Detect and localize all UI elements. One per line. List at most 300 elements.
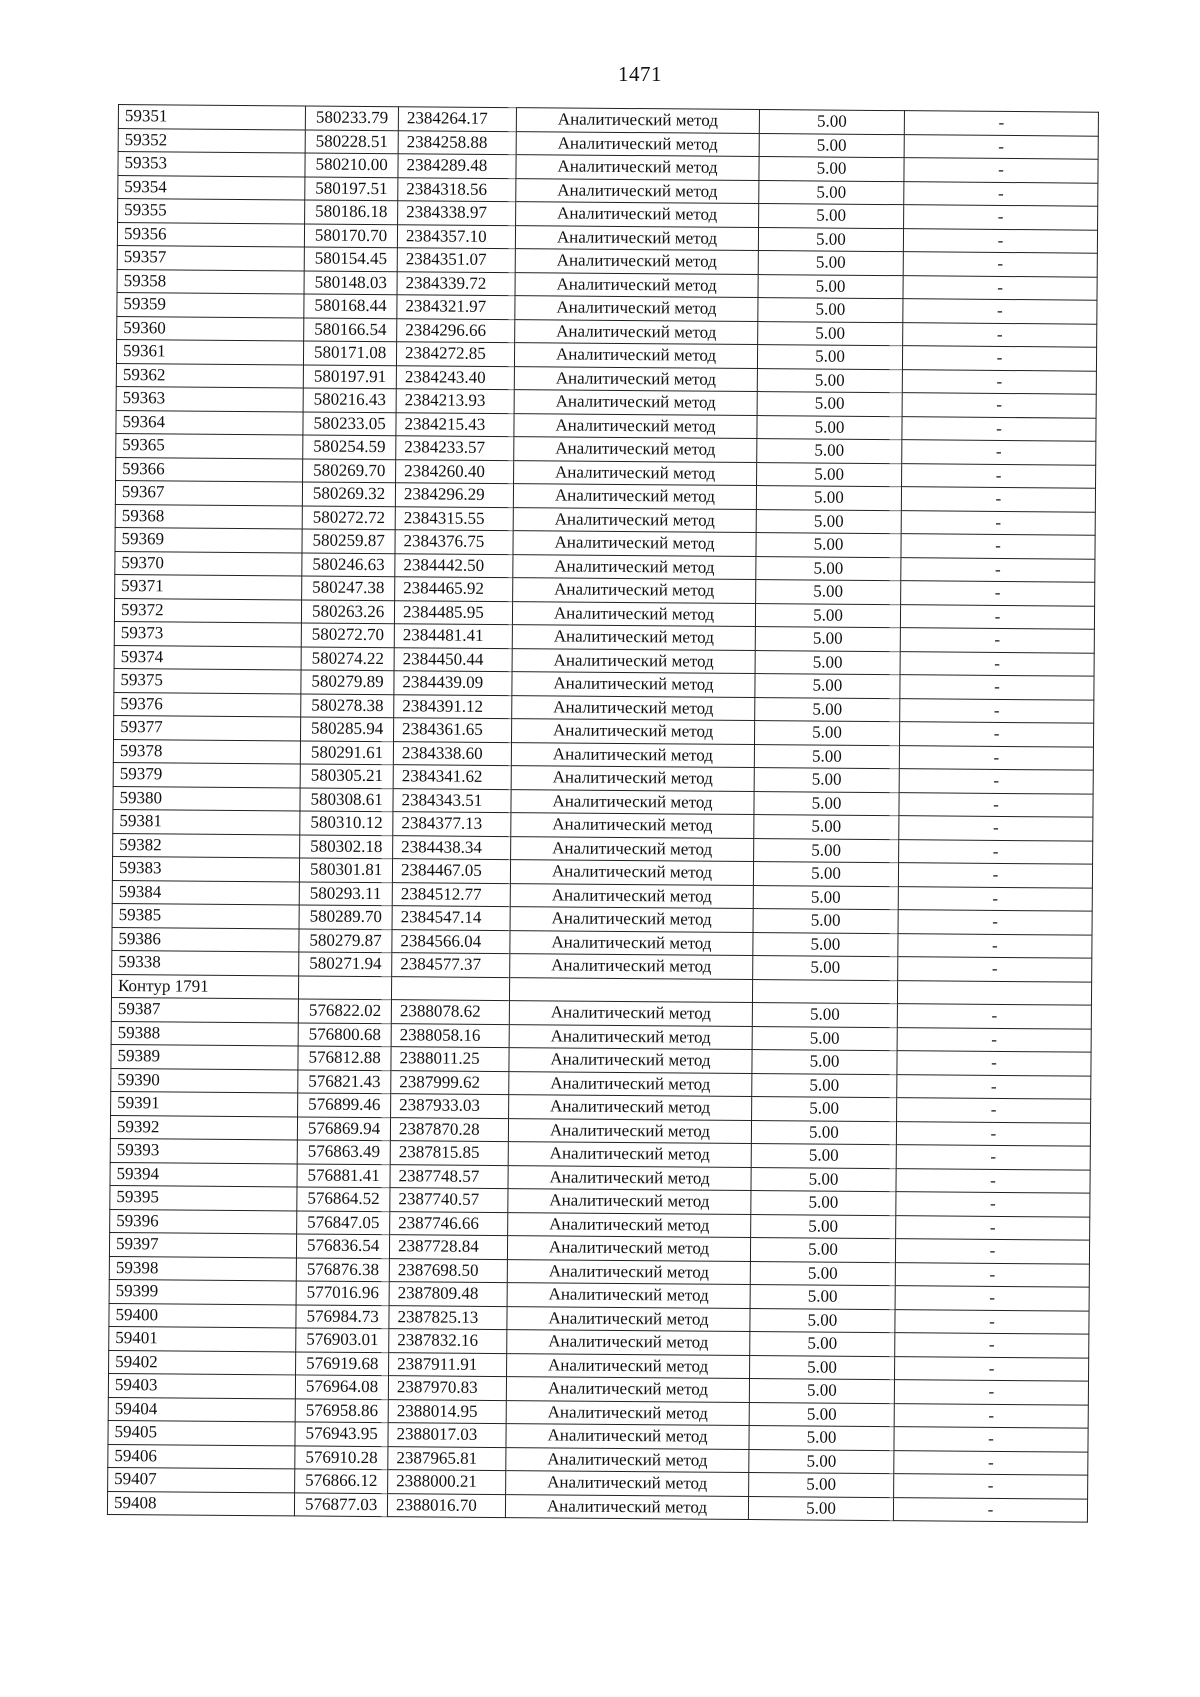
note-cell: -: [902, 369, 1096, 394]
method-cell: Аналитический метод: [515, 249, 758, 274]
x-coordinate-cell: 580301.81: [299, 858, 392, 882]
note-cell: -: [903, 275, 1097, 300]
accuracy-cell: 5.00: [754, 791, 899, 816]
x-coordinate-cell: 580302.18: [300, 834, 393, 858]
accuracy-cell: 5.00: [755, 697, 900, 722]
accuracy-cell: 5.00: [749, 1472, 894, 1497]
point-number-cell: 59384: [112, 880, 299, 905]
point-number-cell: 59367: [115, 480, 302, 505]
method-cell: Аналитический метод: [510, 907, 753, 932]
y-coordinate-cell: 2387832.16: [389, 1329, 507, 1353]
note-cell: -: [900, 698, 1094, 723]
y-coordinate-cell: 2384264.17: [398, 107, 516, 131]
y-coordinate-cell: 2384481.41: [394, 624, 512, 648]
method-cell: Аналитический метод: [516, 178, 759, 203]
point-number-cell: 59385: [112, 903, 299, 928]
accuracy-cell: 5.00: [754, 815, 899, 840]
note-cell: -: [903, 228, 1097, 253]
contour-label: Контур 1791: [111, 974, 298, 999]
x-coordinate-cell: 576836.54: [296, 1234, 389, 1258]
accuracy-cell: 5.00: [749, 1449, 894, 1474]
point-number-cell: 59386: [112, 927, 299, 952]
x-coordinate-cell: 580271.94: [299, 952, 392, 976]
y-coordinate-cell: 2384391.12: [394, 694, 512, 718]
point-number-cell: 59393: [110, 1138, 297, 1163]
point-number-cell: 59400: [109, 1303, 296, 1328]
method-cell: Аналитический метод: [506, 1424, 749, 1449]
x-coordinate-cell: 580259.87: [302, 529, 395, 553]
x-coordinate-cell: 580285.94: [301, 717, 394, 741]
note-cell: -: [899, 745, 1093, 770]
method-cell: Аналитический метод: [506, 1377, 749, 1402]
point-number-cell: 59370: [115, 551, 302, 576]
accuracy-cell: 5.00: [755, 674, 900, 699]
y-coordinate-cell: 2384318.56: [398, 177, 516, 201]
note-cell: -: [902, 416, 1096, 441]
accuracy-cell: 5.00: [759, 133, 904, 158]
y-coordinate-cell: 2388011.25: [391, 1047, 509, 1071]
y-coordinate-cell: 2384338.60: [393, 741, 511, 765]
x-coordinate-cell: 580166.54: [304, 317, 397, 341]
point-number-cell: 59360: [117, 316, 304, 341]
note-cell: -: [901, 581, 1095, 606]
x-coordinate-cell: [298, 975, 391, 999]
method-cell: Аналитический метод: [507, 1259, 750, 1284]
y-coordinate-cell: 2384465.92: [395, 577, 513, 601]
x-coordinate-cell: 580279.87: [299, 928, 392, 952]
note-cell: -: [894, 1403, 1088, 1428]
note-cell: -: [902, 346, 1096, 371]
accuracy-cell: 5.00: [752, 1097, 897, 1122]
point-number-cell: 59396: [110, 1209, 297, 1234]
note-cell: -: [904, 134, 1098, 159]
method-cell: Аналитический метод: [513, 578, 756, 603]
y-coordinate-cell: 2384258.88: [398, 130, 516, 154]
y-coordinate-cell: 2387970.83: [388, 1376, 506, 1400]
method-cell: Аналитический метод: [511, 766, 754, 791]
method-cell: Аналитический метод: [515, 225, 758, 250]
y-coordinate-cell: 2387815.85: [390, 1141, 508, 1165]
note-cell: -: [898, 863, 1092, 888]
point-number-cell: 59353: [118, 152, 305, 177]
x-coordinate-cell: 576984.73: [296, 1304, 389, 1328]
y-coordinate-cell: 2387748.57: [390, 1164, 508, 1188]
y-coordinate-cell: 2384361.65: [394, 718, 512, 742]
note-cell: -: [899, 722, 1093, 747]
method-cell: Аналитический метод: [505, 1494, 748, 1519]
method-cell: Аналитический метод: [514, 437, 757, 462]
accuracy-cell: 5.00: [756, 533, 901, 558]
method-cell: Аналитический метод: [510, 860, 753, 885]
note-cell: -: [899, 839, 1093, 864]
point-number-cell: 59338: [112, 950, 299, 975]
accuracy-cell: 5.00: [759, 157, 904, 182]
method-cell: Аналитический метод: [511, 742, 754, 767]
point-number-cell: 59356: [117, 222, 304, 247]
method-cell: Аналитический метод: [508, 1118, 751, 1143]
y-coordinate-cell: [391, 976, 509, 1000]
method-cell: Аналитический метод: [509, 1001, 752, 1026]
note-cell: -: [902, 393, 1096, 418]
y-coordinate-cell: 2384438.34: [393, 835, 511, 859]
method-cell: Аналитический метод: [507, 1330, 750, 1355]
method-cell: [509, 977, 752, 1002]
accuracy-cell: 5.00: [758, 298, 903, 323]
method-cell: Аналитический метод: [516, 131, 759, 156]
y-coordinate-cell: 2384357.10: [397, 224, 515, 248]
note-cell: -: [895, 1333, 1089, 1358]
accuracy-cell: 5.00: [752, 1073, 897, 1098]
point-number-cell: 59371: [115, 574, 302, 599]
method-cell: Аналитический метод: [508, 1189, 751, 1214]
method-cell: Аналитический метод: [513, 507, 756, 532]
point-number-cell: 59395: [110, 1185, 297, 1210]
x-coordinate-cell: 576866.12: [295, 1469, 388, 1493]
point-number-cell: 59359: [117, 292, 304, 317]
accuracy-cell: 5.00: [756, 556, 901, 581]
note-cell: -: [904, 181, 1098, 206]
x-coordinate-cell: 580310.12: [300, 811, 393, 835]
accuracy-cell: 5.00: [753, 885, 898, 910]
accuracy-cell: 5.00: [759, 110, 904, 135]
x-coordinate-cell: 580308.61: [300, 787, 393, 811]
point-number-cell: 59378: [113, 739, 300, 764]
point-number-cell: 59354: [118, 175, 305, 200]
point-number-cell: 59392: [110, 1115, 297, 1140]
method-cell: Аналитический метод: [514, 390, 757, 415]
point-number-cell: 59372: [114, 598, 301, 623]
method-cell: Аналитический метод: [515, 296, 758, 321]
method-cell: Аналитический метод: [511, 813, 754, 838]
note-cell: -: [903, 299, 1097, 324]
accuracy-cell: 5.00: [751, 1120, 896, 1145]
accuracy-cell: 5.00: [749, 1402, 894, 1427]
method-cell: Аналитический метод: [508, 1142, 751, 1167]
x-coordinate-cell: 580171.08: [303, 341, 396, 365]
accuracy-cell: 5.00: [754, 838, 899, 863]
point-number-cell: 59387: [111, 997, 298, 1022]
point-number-cell: 59377: [114, 715, 301, 740]
method-cell: Аналитический метод: [508, 1212, 751, 1237]
x-coordinate-cell: 580274.22: [301, 646, 394, 670]
accuracy-cell: 5.00: [753, 956, 898, 981]
method-cell: Аналитический метод: [515, 319, 758, 344]
x-coordinate-cell: 580272.70: [301, 623, 394, 647]
note-cell: -: [896, 1192, 1090, 1217]
note-cell: -: [899, 792, 1093, 817]
accuracy-cell: 5.00: [757, 462, 902, 487]
y-coordinate-cell: 2387870.28: [390, 1117, 508, 1141]
note-cell: -: [899, 816, 1093, 841]
method-cell: Аналитический метод: [507, 1353, 750, 1378]
accuracy-cell: 5.00: [750, 1285, 895, 1310]
method-cell: Аналитический метод: [510, 883, 753, 908]
method-cell: Аналитический метод: [512, 672, 755, 697]
y-coordinate-cell: 2384339.72: [397, 271, 515, 295]
note-cell: -: [901, 557, 1095, 582]
note-cell: -: [902, 440, 1096, 465]
y-coordinate-cell: 2388016.70: [387, 1493, 505, 1517]
accuracy-cell: 5.00: [750, 1238, 895, 1263]
point-number-cell: 59362: [116, 363, 303, 388]
method-cell: Аналитический метод: [515, 272, 758, 297]
y-coordinate-cell: 2384233.57: [396, 436, 514, 460]
point-number-cell: 59352: [118, 128, 305, 153]
x-coordinate-cell: 576881.41: [297, 1163, 390, 1187]
accuracy-cell: 5.00: [753, 932, 898, 957]
method-cell: Аналитический метод: [513, 554, 756, 579]
y-coordinate-cell: 2388058.16: [391, 1023, 509, 1047]
x-coordinate-cell: 576958.86: [295, 1398, 388, 1422]
method-cell: Аналитический метод: [516, 108, 759, 133]
point-number-cell: 59390: [111, 1068, 298, 1093]
point-number-cell: 59380: [113, 786, 300, 811]
y-coordinate-cell: 2384566.04: [392, 929, 510, 953]
x-coordinate-cell: 576877.03: [294, 1492, 387, 1516]
point-number-cell: 59403: [108, 1373, 295, 1398]
note-cell: -: [901, 534, 1095, 559]
y-coordinate-cell: 2384243.40: [396, 365, 514, 389]
x-coordinate-cell: 576812.88: [298, 1046, 391, 1070]
page-number: 1471: [618, 62, 662, 86]
note-cell: -: [894, 1450, 1088, 1475]
point-number-cell: 59404: [108, 1397, 295, 1422]
method-cell: Аналитический метод: [512, 695, 755, 720]
method-cell: Аналитический метод: [509, 1095, 752, 1120]
point-number-cell: 59382: [113, 833, 300, 858]
point-number-cell: 59389: [111, 1044, 298, 1069]
method-cell: Аналитический метод: [508, 1165, 751, 1190]
accuracy-cell: 5.00: [758, 274, 903, 299]
accuracy-cell: [752, 979, 897, 1004]
note-cell: -: [896, 1215, 1090, 1240]
note-cell: [897, 980, 1091, 1005]
note-cell: -: [897, 1074, 1091, 1099]
note-cell: -: [904, 205, 1098, 230]
note-cell: -: [896, 1145, 1090, 1170]
x-coordinate-cell: 576847.05: [297, 1210, 390, 1234]
y-coordinate-cell: 2384547.14: [392, 906, 510, 930]
method-cell: Аналитический метод: [512, 648, 755, 673]
point-number-cell: 59405: [108, 1420, 295, 1445]
method-cell: Аналитический метод: [514, 343, 757, 368]
y-coordinate-cell: 2388078.62: [391, 1000, 509, 1024]
method-cell: Аналитический метод: [514, 413, 757, 438]
note-cell: -: [900, 651, 1094, 676]
x-coordinate-cell: 576821.43: [298, 1069, 391, 1093]
accuracy-cell: 5.00: [757, 415, 902, 440]
x-coordinate-cell: 576903.01: [296, 1328, 389, 1352]
method-cell: Аналитический метод: [513, 531, 756, 556]
y-coordinate-cell: 2384351.07: [397, 248, 515, 272]
y-coordinate-cell: 2387809.48: [389, 1282, 507, 1306]
y-coordinate-cell: 2384213.93: [396, 389, 514, 413]
accuracy-cell: 5.00: [754, 768, 899, 793]
accuracy-cell: 5.00: [756, 486, 901, 511]
y-coordinate-cell: 2384467.05: [392, 859, 510, 883]
point-number-cell: 59397: [109, 1232, 296, 1257]
accuracy-cell: 5.00: [758, 251, 903, 276]
y-coordinate-cell: 2384485.95: [394, 600, 512, 624]
accuracy-cell: 5.00: [757, 345, 902, 370]
method-cell: Аналитический метод: [509, 1048, 752, 1073]
method-cell: Аналитический метод: [511, 789, 754, 814]
x-coordinate-cell: 580291.61: [300, 740, 393, 764]
point-number-cell: 59368: [115, 504, 302, 529]
y-coordinate-cell: 2384296.66: [397, 318, 515, 342]
x-coordinate-cell: 580170.70: [304, 223, 397, 247]
note-cell: -: [897, 1051, 1091, 1076]
method-cell: Аналитический метод: [512, 719, 755, 744]
point-number-cell: 59391: [111, 1091, 298, 1116]
note-cell: -: [895, 1309, 1089, 1334]
point-number-cell: 59407: [108, 1467, 295, 1492]
method-cell: Аналитический метод: [510, 930, 753, 955]
note-cell: -: [898, 910, 1092, 935]
accuracy-cell: 5.00: [749, 1378, 894, 1403]
method-cell: Аналитический метод: [514, 460, 757, 485]
coordinates-table: [107, 104, 1099, 1523]
point-number-cell: 59375: [114, 668, 301, 693]
x-coordinate-cell: 580247.38: [302, 576, 395, 600]
y-coordinate-cell: 2387746.66: [390, 1211, 508, 1235]
accuracy-cell: 5.00: [755, 650, 900, 675]
note-cell: -: [897, 1098, 1091, 1123]
x-coordinate-cell: 580148.03: [304, 270, 397, 294]
point-number-cell: 59398: [109, 1256, 296, 1281]
y-coordinate-cell: 2387933.03: [391, 1094, 509, 1118]
y-coordinate-cell: 2384338.97: [398, 201, 516, 225]
note-cell: -: [898, 933, 1092, 958]
note-cell: -: [904, 111, 1098, 136]
point-number-cell: 59355: [118, 199, 305, 224]
accuracy-cell: 5.00: [751, 1167, 896, 1192]
note-cell: -: [900, 675, 1094, 700]
x-coordinate-cell: 580154.45: [304, 247, 397, 271]
accuracy-cell: 5.00: [753, 862, 898, 887]
accuracy-cell: 5.00: [758, 321, 903, 346]
y-coordinate-cell: 2387728.84: [389, 1235, 507, 1259]
x-coordinate-cell: 577016.96: [296, 1281, 389, 1305]
x-coordinate-cell: 580168.44: [304, 294, 397, 318]
x-coordinate-cell: 580246.63: [302, 552, 395, 576]
note-cell: -: [895, 1239, 1089, 1264]
method-cell: Аналитический метод: [514, 366, 757, 391]
note-cell: -: [900, 628, 1094, 653]
point-number-cell: 59357: [117, 245, 304, 270]
note-cell: -: [902, 463, 1096, 488]
y-coordinate-cell: 2387999.62: [391, 1070, 509, 1094]
point-number-cell: 59381: [113, 809, 300, 834]
x-coordinate-cell: 580272.72: [302, 505, 395, 529]
method-cell: Аналитический метод: [506, 1447, 749, 1472]
note-cell: -: [896, 1121, 1090, 1146]
y-coordinate-cell: 2388000.21: [388, 1470, 506, 1494]
y-coordinate-cell: 2387740.57: [390, 1188, 508, 1212]
y-coordinate-cell: 2384377.13: [393, 812, 511, 836]
y-coordinate-cell: 2384577.37: [392, 953, 510, 977]
accuracy-cell: 5.00: [756, 509, 901, 534]
method-cell: Аналитический метод: [506, 1471, 749, 1496]
note-cell: -: [900, 604, 1094, 629]
method-cell: Аналитический метод: [513, 484, 756, 509]
x-coordinate-cell: 580210.00: [305, 153, 398, 177]
y-coordinate-cell: 2384341.62: [393, 765, 511, 789]
accuracy-cell: 5.00: [757, 368, 902, 393]
accuracy-cell: 5.00: [749, 1425, 894, 1450]
y-coordinate-cell: 2384512.77: [392, 882, 510, 906]
accuracy-cell: 5.00: [751, 1191, 896, 1216]
method-cell: Аналитический метод: [507, 1236, 750, 1261]
y-coordinate-cell: 2387825.13: [389, 1305, 507, 1329]
x-coordinate-cell: 580228.51: [305, 129, 398, 153]
method-cell: Аналитический метод: [509, 1071, 752, 1096]
method-cell: Аналитический метод: [512, 601, 755, 626]
y-coordinate-cell: 2384215.43: [396, 412, 514, 436]
point-number-cell: 59402: [109, 1350, 296, 1375]
point-number-cell: 59351: [118, 105, 305, 130]
note-cell: -: [895, 1262, 1089, 1287]
x-coordinate-cell: 580293.11: [299, 881, 392, 905]
x-coordinate-cell: 576822.02: [298, 999, 391, 1023]
y-coordinate-cell: 2384442.50: [395, 553, 513, 577]
accuracy-cell: 5.00: [751, 1144, 896, 1169]
accuracy-cell: 5.00: [759, 180, 904, 205]
x-coordinate-cell: 576869.94: [297, 1116, 390, 1140]
note-cell: -: [894, 1427, 1088, 1452]
note-cell: -: [895, 1286, 1089, 1311]
x-coordinate-cell: 580269.70: [303, 458, 396, 482]
x-coordinate-cell: 580305.21: [300, 764, 393, 788]
accuracy-cell: 5.00: [755, 627, 900, 652]
x-coordinate-cell: 576800.68: [298, 1022, 391, 1046]
point-number-cell: 59358: [117, 269, 304, 294]
y-coordinate-cell: 2384439.09: [394, 671, 512, 695]
coordinates-table-container: [107, 104, 1098, 1523]
method-cell: Аналитический метод: [516, 155, 759, 180]
x-coordinate-cell: 576899.46: [298, 1093, 391, 1117]
point-number-cell: 59408: [107, 1491, 294, 1516]
accuracy-cell: 5.00: [752, 1050, 897, 1075]
method-cell: Аналитический метод: [516, 202, 759, 227]
x-coordinate-cell: 580186.18: [305, 200, 398, 224]
point-number-cell: 59365: [116, 433, 303, 458]
y-coordinate-cell: 2384315.55: [395, 506, 513, 530]
point-number-cell: 59376: [114, 692, 301, 717]
y-coordinate-cell: 2387911.91: [389, 1352, 507, 1376]
x-coordinate-cell: 576863.49: [297, 1140, 390, 1164]
x-coordinate-cell: 576943.95: [295, 1422, 388, 1446]
accuracy-cell: 5.00: [750, 1308, 895, 1333]
point-number-cell: 59399: [109, 1279, 296, 1304]
point-number-cell: 59369: [115, 527, 302, 552]
x-coordinate-cell: 580289.70: [299, 905, 392, 929]
note-cell: -: [895, 1356, 1089, 1381]
point-number-cell: 59383: [112, 856, 299, 881]
y-coordinate-cell: 2387965.81: [388, 1446, 506, 1470]
x-coordinate-cell: 580269.32: [302, 482, 395, 506]
y-coordinate-cell: 2388017.03: [388, 1423, 506, 1447]
accuracy-cell: 5.00: [751, 1214, 896, 1239]
accuracy-cell: 5.00: [752, 1026, 897, 1051]
accuracy-cell: 5.00: [750, 1261, 895, 1286]
note-cell: -: [901, 487, 1095, 512]
note-cell: -: [904, 158, 1098, 183]
x-coordinate-cell: 576864.52: [297, 1187, 390, 1211]
x-coordinate-cell: 580197.91: [303, 364, 396, 388]
x-coordinate-cell: 580216.43: [303, 388, 396, 412]
point-number-cell: 59388: [111, 1021, 298, 1046]
